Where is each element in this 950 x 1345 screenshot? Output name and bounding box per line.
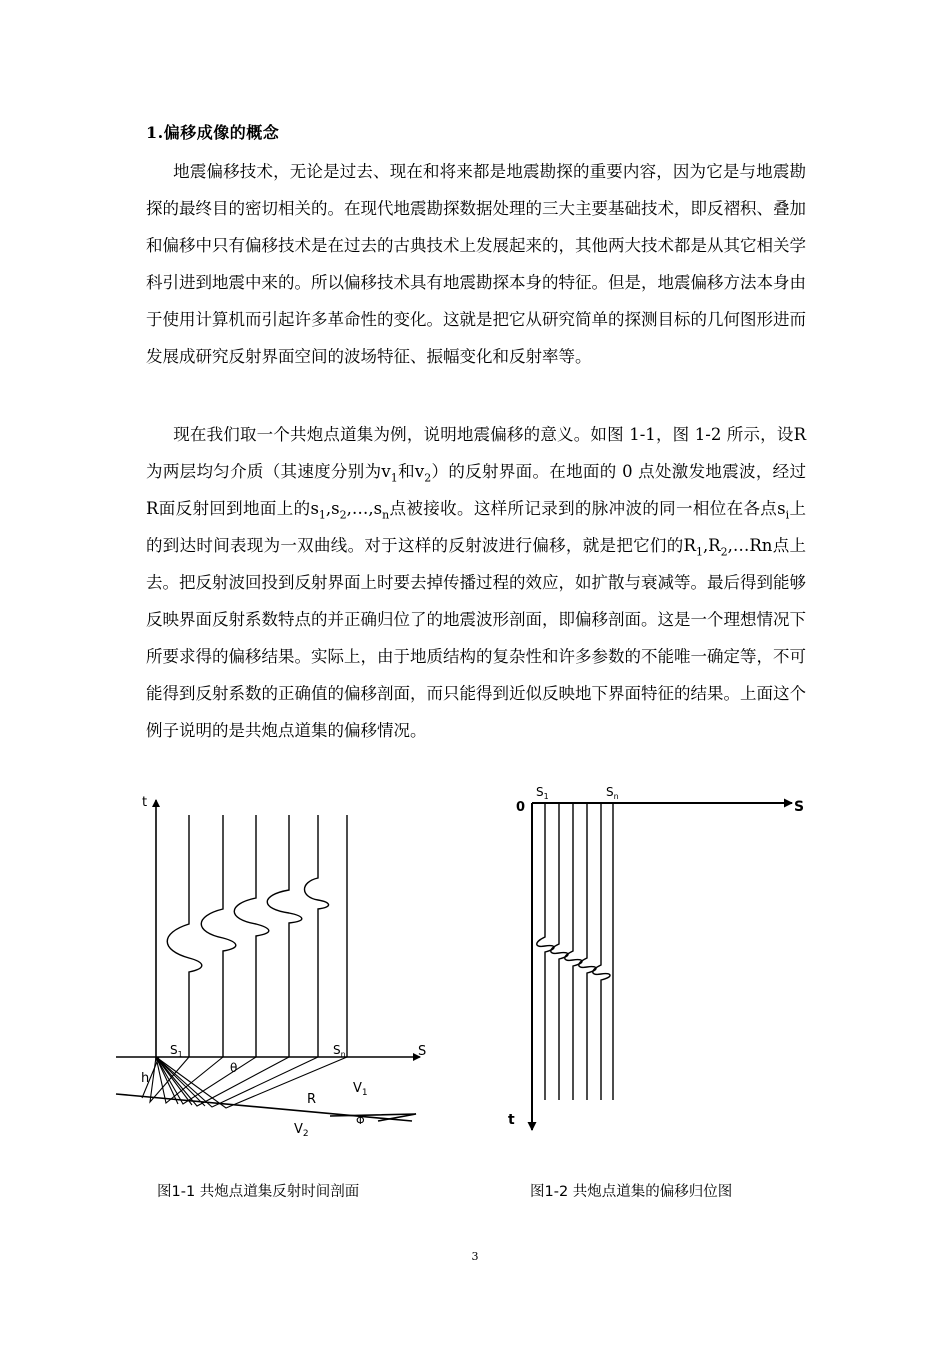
reflector-line	[116, 1094, 412, 1121]
migrated-traces	[537, 803, 613, 1100]
figure-1-2	[500, 780, 810, 1150]
fig2-t-label: t	[508, 1112, 515, 1128]
h-label: h	[141, 1071, 150, 1086]
fig2-sn-label: $S_n$	[606, 785, 619, 801]
fig2-s-label: S	[794, 799, 805, 815]
figure-1-1-caption: 图1-1 共炮点道集反射时间剖面	[157, 1184, 360, 1200]
fig1-t-label: t	[142, 795, 148, 810]
ray-paths	[142, 1057, 347, 1108]
trace-2	[201, 815, 236, 1057]
page-number: 3	[471, 1250, 479, 1263]
mtrace-5	[593, 803, 610, 1100]
phi-label: Φ	[356, 1114, 365, 1127]
seismic-traces	[167, 815, 347, 1057]
v2-label: $V_2$	[294, 1122, 309, 1139]
fig2-zero-label: 0	[516, 800, 526, 815]
trace-1	[167, 815, 202, 1057]
section-heading: 1.偏移成像的概念	[146, 123, 280, 142]
fig1-s-label: S	[418, 1044, 427, 1059]
fig2-s1-label: $S_1$	[536, 785, 549, 801]
paragraph-2: 现在我们取一个共炮点道集为例，说明地震偏移的意义。如图 1-1，图 1-2 所示，设R为两层均匀介质（其速度分别为$v_1$和$v_2$）的反射界面。在地面的 0 点处激发地震波，经过R面反射回到地面上的$s_1,s_2,\dots,s_n$点被接收。这样所记录到的脉冲波的同一相位在各点$s_i$上的到达时间表现为一双曲线。对于这样的反射波进行偏移，就是把它们的$R_1,R_2,\dots Rn$点上去。把反射波回投到反射界面上时要去掉传播过程的效应，如扩散与衰减等。最后得到能够反映界面反射系数特点的并正确归位了的地震波形剖面，即偏移剖面。这是一个理想情况下所要求得的偏移结果。实际上，由于地质结构的复杂性和许多参数的不能唯一确定等，不可能得到反射系数的正确值的偏移剖面，而只能得到近似反映地下界面特征的结果。上面这个例子说明的是共炮点道集的偏移情况。	[146, 425, 807, 740]
trace-4	[267, 815, 302, 1057]
trace-5	[305, 815, 329, 1057]
mtrace-4	[579, 803, 596, 1100]
fig1-sn-label: $S_n$	[333, 1043, 346, 1059]
figure-1-1	[110, 788, 440, 1150]
figure-1-2-caption: 图1-2 共炮点道集的偏移归位图	[530, 1184, 733, 1200]
theta-label: θ	[230, 1061, 238, 1075]
trace-3	[234, 815, 269, 1057]
mtrace-2	[551, 803, 568, 1100]
mtrace-3	[565, 803, 582, 1100]
r-label: R	[307, 1092, 317, 1107]
v1-label: $V_1$	[353, 1081, 368, 1098]
fig1-s1-label: $S_1$	[170, 1043, 183, 1059]
paragraph-1: 地震偏移技术，无论是过去、现在和将来都是地震勘探的重要内容，因为它是与地震勘探的最终目的密切相关的。在现代地震勘探数据处理的三大主要基础技术，即反褶积、叠加和偏移中只有偏移技术是在过去的古典技术上发展起来的，其他两大技术都是从其它相关学科引进到地震中来的。所以偏移技术具有地震勘探本身的特征。但是，地震偏移方法本身由于使用计算机而引起许多革命性的变化。这就是把它从研究简单的探测目标的几何图形进而发展成研究反射界面空间的波场特征、振幅变化和反射率等。	[146, 162, 806, 366]
